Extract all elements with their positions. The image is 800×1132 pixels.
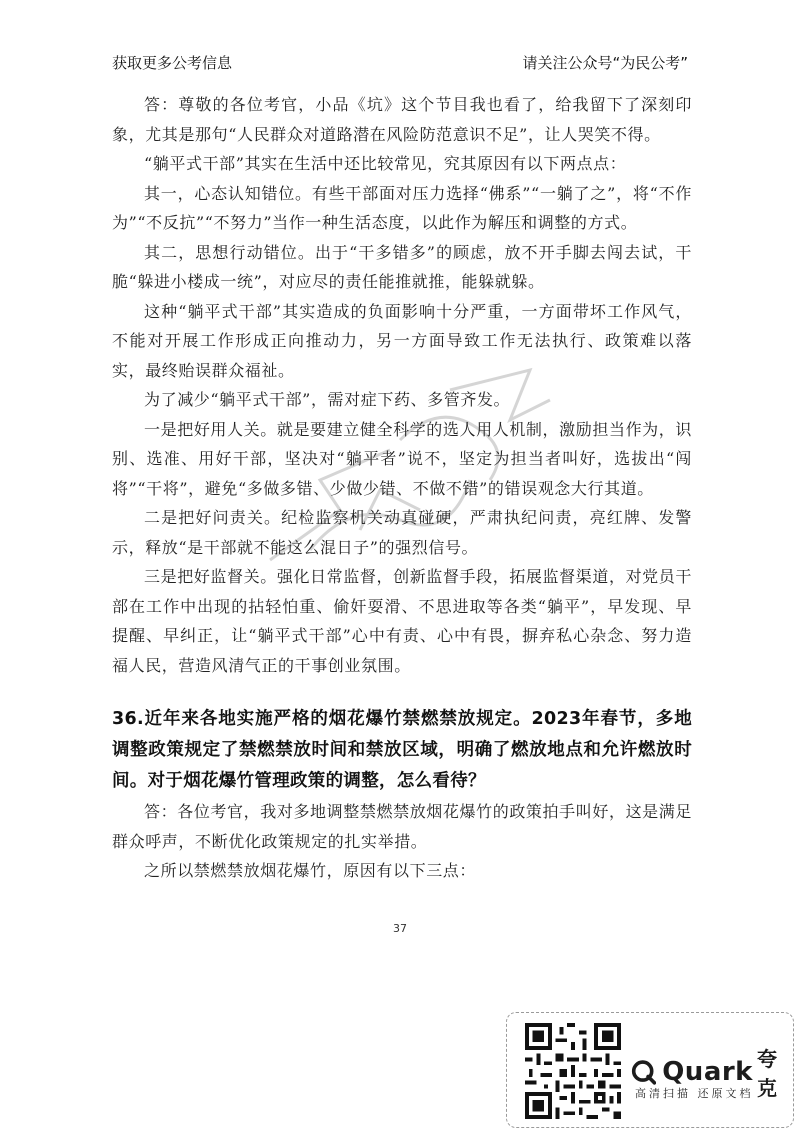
answer-paragraph: 一是把好用人关。就是要建立健全科学的选人用人机制，激励担当作为，识别、选准、用好干部，坚决对“躺平者”说不，坚定为担当者叫好，选拔出“闯将”“干将”，避免“多做多错、少做少错、不做不错”的错误观念大行其道。 bbox=[112, 419, 692, 498]
answer-paragraph: 这种“躺平式干部”其实造成的负面影响十分严重，一方面带坏工作风气，不能对开展工作形成正向推动力，另一方面导致工作无法执行、政策难以落实，最终贻误群众福祉。 bbox=[112, 301, 692, 380]
page-number: 37 bbox=[393, 922, 407, 935]
quark-brand-name: Quark bbox=[662, 1057, 753, 1087]
answer-paragraph: 答：尊敬的各位考官，小品《坑》这个节目我也看了，给我留下了深刻印象，尤其是那句“人民群众对道路潜在风险防范意识不足”，让人哭笑不得。 bbox=[112, 95, 692, 144]
qr-code-icon bbox=[525, 1023, 621, 1119]
quark-logo-icon bbox=[631, 1058, 656, 1086]
answer-paragraph: 二是把好问责关。纪检监察机关动真碰硬，严肃执纪问责，亮红牌、发警示，释放“是干部就不能这么混日子”的强烈信号。 bbox=[112, 508, 692, 557]
header-left-text: 获取更多公考信息 bbox=[112, 54, 233, 72]
answer-paragraph: 其二，思想行动错位。出于“干多错多”的顾虑，放不开手脚去闯去试，干脆“躲进小楼成一统”，对应尽的责任能推就推，能躲就躲。 bbox=[112, 242, 692, 291]
quark-scan-badge bbox=[506, 1012, 794, 1128]
answer-paragraph: 三是把好监督关。强化日常监督，创新监督手段，拓展监督渠道，对党员干部在工作中出现的拈轻怕重、偷奸耍滑、不思进取等各类“躺平”，早发现、早提醒、早纠正，让“躺平式干部”心中有责、心中有畏，摒弃私心杂念、努力造福人民，营造风清气正的干事创业氛围。 bbox=[112, 567, 692, 675]
quark-tagline: 高清扫描 还原文档 bbox=[635, 1087, 754, 1100]
answer-paragraph: “躺平式干部”其实在生活中还比较常见，究其原因有以下两点点： bbox=[144, 154, 627, 173]
document-body bbox=[112, 90, 692, 886]
answer-paragraph: 之所以禁燃禁放烟花爆竹，原因有以下三点： bbox=[144, 861, 477, 880]
answer-paragraph: 其一，心态认知错位。有些干部面对压力选择“佛系”“一躺了之”，将“不作为”“不反抗”“不努力”当作一种生活态度，以此作为解压和调整的方式。 bbox=[112, 183, 692, 232]
question-heading: 36.近年来各地实施严格的烟花爆竹禁燃禁放规定。2023年春节，多地调整政策规定了禁燃禁放时间和禁放区域，明确了燃放地点和允许燃放时间。对于烟花爆竹管理政策的调整，怎么看待？ bbox=[112, 709, 692, 791]
page-header bbox=[112, 52, 688, 73]
quark-brand-cn: 夸克 bbox=[756, 1047, 777, 1100]
answer-paragraph: 为了减少“躺平式干部”，需对症下药、多管齐发。 bbox=[144, 390, 511, 409]
answer-paragraph: 答：各位考官，我对多地调整禁燃禁放烟花爆竹的政策拍手叫好，这是满足群众呼声，不断优化政策规定的扎实举措。 bbox=[112, 802, 692, 851]
header-right-text: 请关注公众号“为民公考” bbox=[522, 54, 688, 72]
